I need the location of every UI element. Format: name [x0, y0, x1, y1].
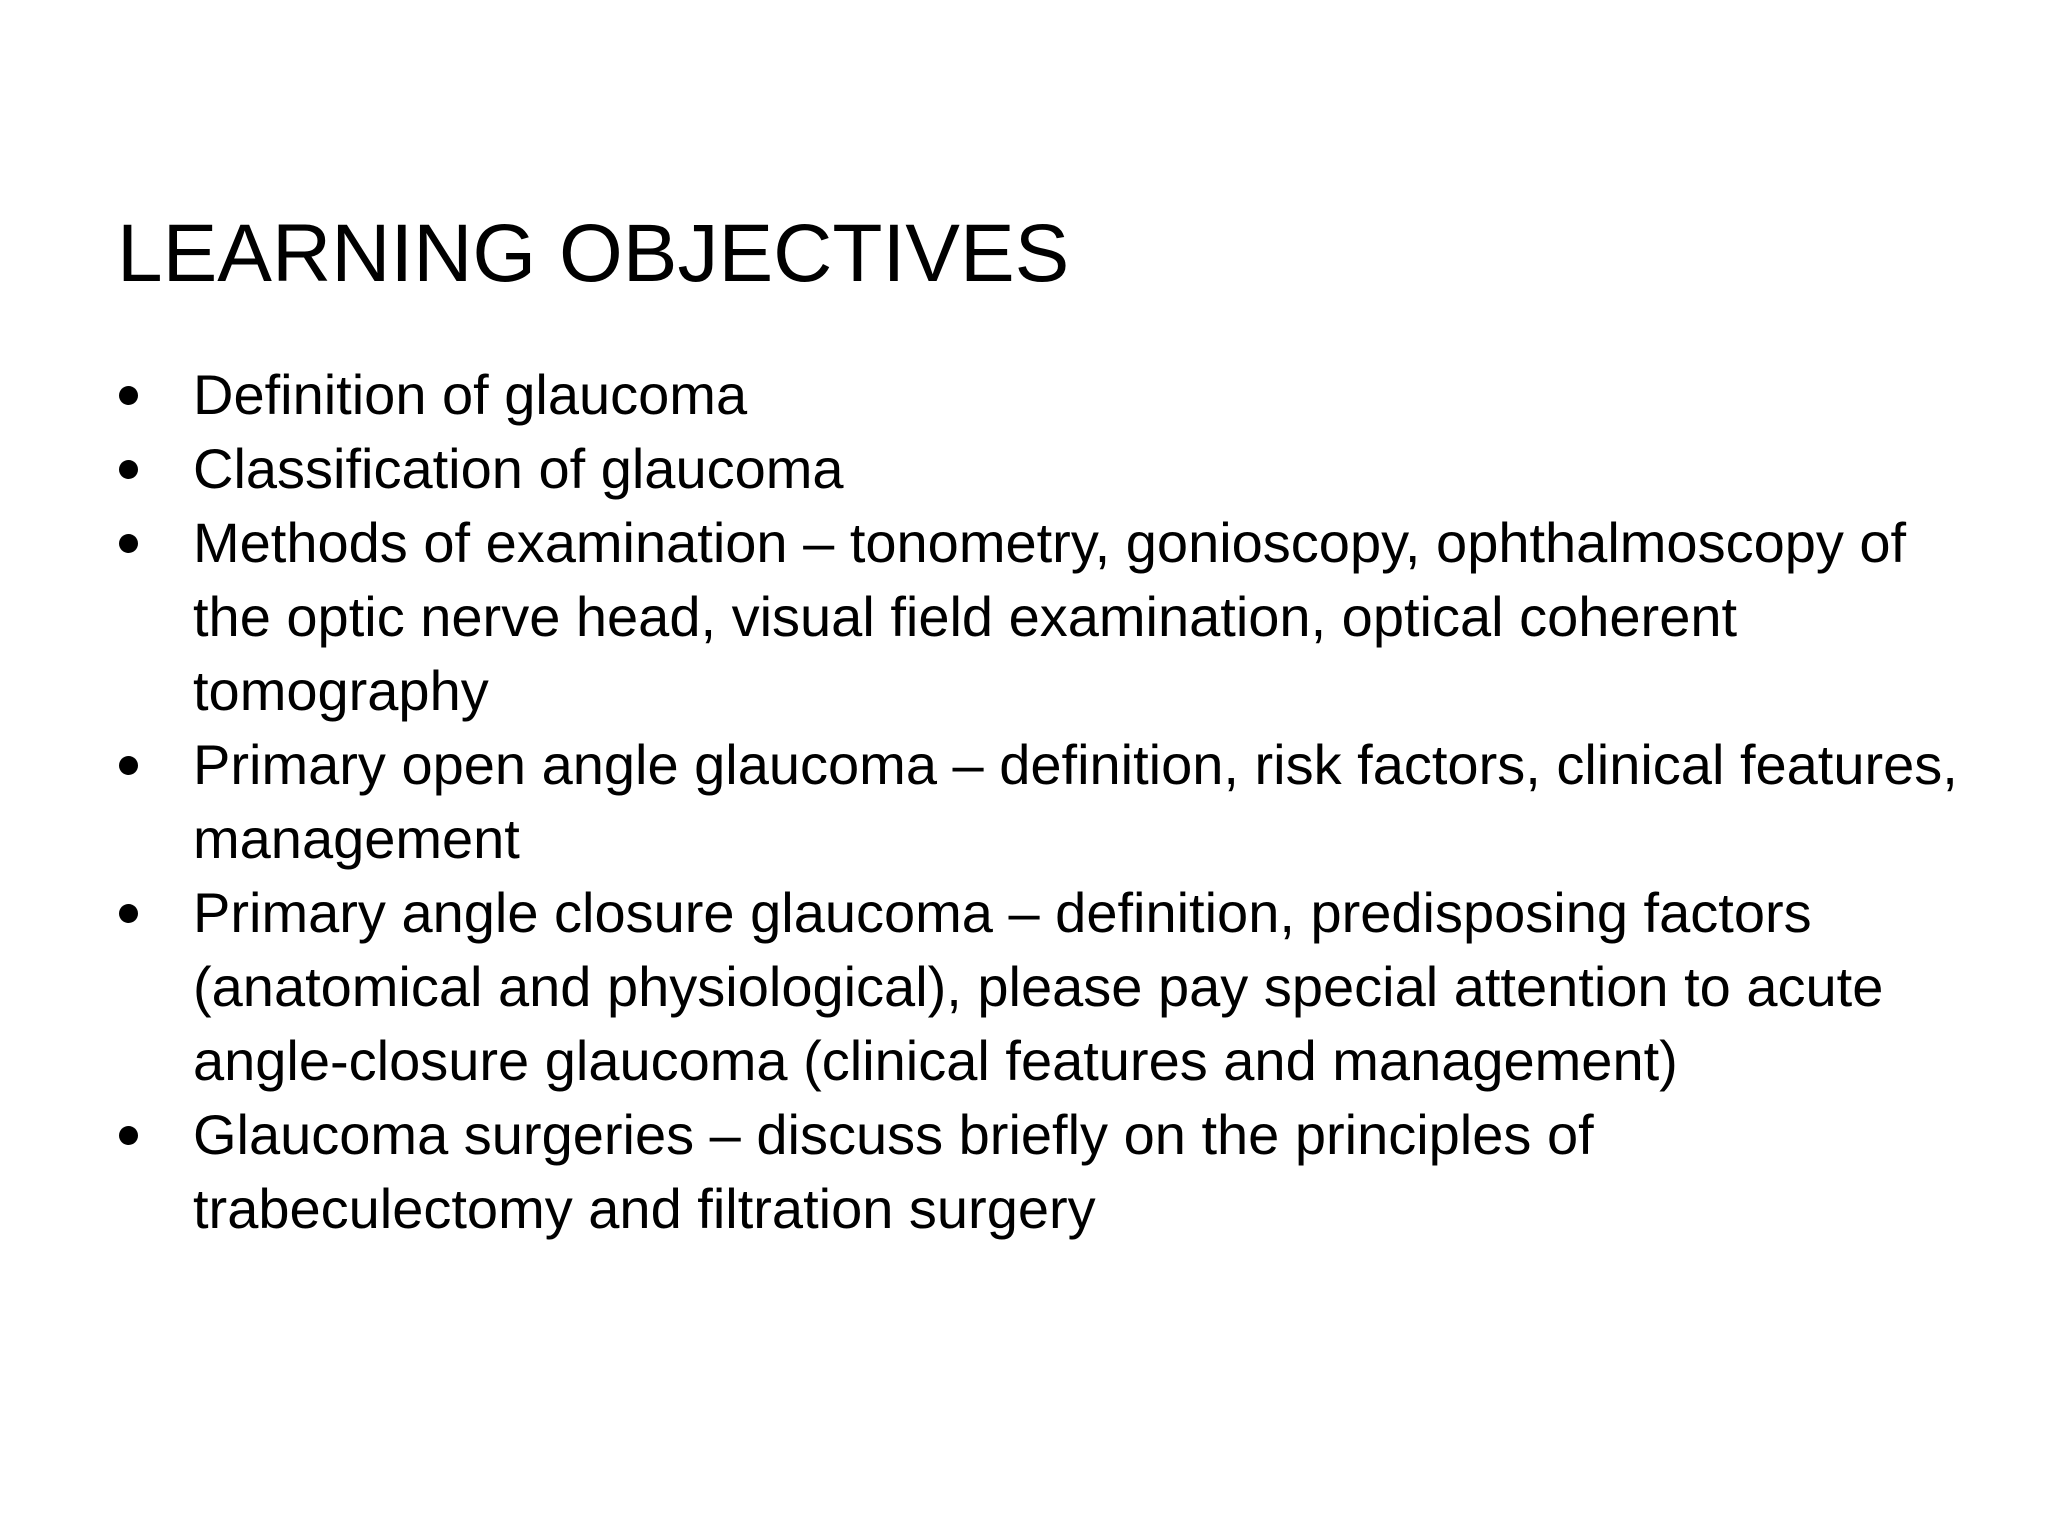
bullet-icon — [119, 756, 138, 775]
bullet-icon — [119, 386, 138, 405]
objective-text: Primary open angle glaucoma – definition, risk factors, clinical features, management — [193, 733, 1958, 870]
bullet-icon — [119, 534, 138, 553]
objectives-list — [117, 358, 1987, 1246]
list-item — [117, 432, 1987, 506]
slide-title: LEARNING OBJECTIVES — [117, 208, 1070, 299]
objective-text: Primary angle closure glaucoma – definition, predisposing factors (anatomical and physiological), please pay special attention to acute angle-closure glaucoma (clinical features and management) — [193, 881, 1884, 1092]
list-item — [117, 506, 1987, 728]
list-item — [117, 358, 1987, 432]
list-item — [117, 876, 1987, 1098]
list-item — [117, 728, 1987, 876]
objective-text: Definition of glaucoma — [193, 363, 748, 426]
objective-text: Classification of glaucoma — [193, 437, 844, 500]
objective-text: Glaucoma surgeries – discuss briefly on the principles of trabeculectomy and filtration surgery — [193, 1103, 1594, 1240]
bullet-icon — [119, 1126, 138, 1145]
bullet-icon — [119, 460, 138, 479]
objective-text: Methods of examination – tonometry, gonioscopy, ophthalmoscopy of the optic nerve head, visual field examination, optical coherent tomography — [193, 511, 1907, 722]
bullet-icon — [119, 904, 138, 923]
list-item — [117, 1098, 1987, 1246]
